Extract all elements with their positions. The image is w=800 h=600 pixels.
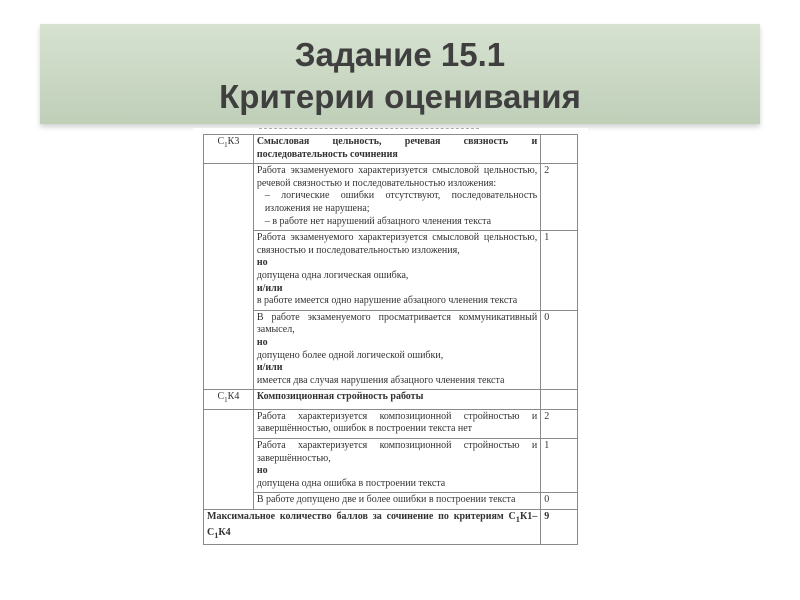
total-text-end: К4 (218, 526, 231, 538)
description-line: – логические ошибки отсутствуют, последовательность изложения не нарушена; (264, 190, 538, 214)
criterion-level-score: 0 (541, 310, 578, 390)
criterion-level-row (204, 409, 578, 438)
criterion-code-letter: С (217, 391, 225, 403)
description-line: В работе экзаменуемого просматривается коммуникативный замысел, (256, 311, 538, 336)
criteria-table-body (204, 135, 578, 545)
total-text-start: Максимальное количество баллов за сочинение по критериям С (207, 511, 516, 523)
slide-title-band (40, 24, 760, 124)
total-subscript-1: 1 (515, 515, 520, 525)
total-subscript-2: 1 (214, 530, 219, 540)
description-line: допущено более одной логической ошибки, (256, 349, 444, 361)
description-line: имеется два случая нарушения абзацного членения текста (256, 374, 505, 386)
description-line: но (256, 336, 268, 348)
criterion-code (204, 135, 254, 164)
slide-title-line-2: Критерии оценивания (219, 78, 581, 115)
criterion-level-description (253, 409, 540, 438)
description-line: в работе имеется одно нарушение абзацного членения текста (256, 295, 518, 307)
criterion-level-row (204, 493, 578, 510)
criterion-level-score: 0 (541, 493, 578, 510)
description-line: Работа характеризуется композиционной стройностью и завершённостью, (256, 440, 538, 464)
criteria-table (203, 134, 578, 545)
criterion-code-letter: С (217, 136, 225, 147)
criterion-level-row (204, 231, 578, 311)
criterion-level-score: 1 (541, 231, 578, 311)
criterion-code-spacer (204, 409, 254, 509)
total-text-mid: К1–С (207, 511, 538, 538)
description-line: но (256, 257, 268, 269)
total-score: 9 (541, 510, 578, 545)
criterion-code-subscript: 1 (224, 396, 228, 405)
slide-title-line-1: Задание 15.1 (294, 36, 506, 73)
criterion-code-number: К3 (227, 136, 240, 147)
criterion-level-description (253, 164, 540, 231)
description-line: допущена одна логическая ошибка, (256, 269, 409, 281)
criterion-level-score: 2 (541, 164, 578, 231)
criterion-heading-row (204, 390, 578, 410)
criterion-level-row (204, 164, 578, 231)
criterion-heading-score-cell (541, 135, 578, 164)
criterion-level-description (253, 493, 540, 510)
criterion-code-spacer (204, 164, 254, 390)
criterion-level-description (253, 231, 540, 311)
description-line: и/или (256, 282, 283, 294)
criterion-code-subscript: 1 (224, 141, 228, 149)
description-line: допущена одна ошибка в построении текста (256, 477, 446, 489)
total-row (204, 510, 578, 545)
criterion-level-row (204, 310, 578, 390)
description-line: Работа экзаменуемого характеризуется смысловой цельностью, связностью и последовательностью изложения, (256, 232, 538, 256)
criterion-code (204, 390, 254, 410)
criterion-level-description (253, 310, 540, 390)
criterion-heading: Смысловая цельность, речевая связность и последовательность сочинения (253, 135, 540, 164)
criteria-document-scan (193, 128, 588, 583)
description-line: Работа характеризуется композиционной стройностью и завершённостью, ошибок в построении текста нет (256, 410, 538, 435)
criterion-level-score: 1 (541, 439, 578, 493)
criterion-code-number: К4 (227, 391, 240, 403)
description-line: и/или (256, 362, 283, 374)
criterion-heading: Композиционная стройность работы (253, 390, 540, 410)
criterion-level-row (204, 439, 578, 493)
description-line: – в работе нет нарушений абзацного членения текста (264, 215, 492, 227)
description-line: В работе допущено две и более ошибки в построении текста (256, 494, 516, 506)
criterion-level-description (253, 439, 540, 493)
description-line: но (256, 465, 268, 477)
criterion-heading-score-cell (541, 390, 578, 410)
description-line: Работа экзаменуемого характеризуется смысловой цельностью, речевой связностью и последовательностью изложения: (256, 165, 538, 189)
criterion-level-score: 2 (541, 409, 578, 438)
total-description (204, 510, 541, 545)
criterion-heading-row (204, 135, 578, 164)
